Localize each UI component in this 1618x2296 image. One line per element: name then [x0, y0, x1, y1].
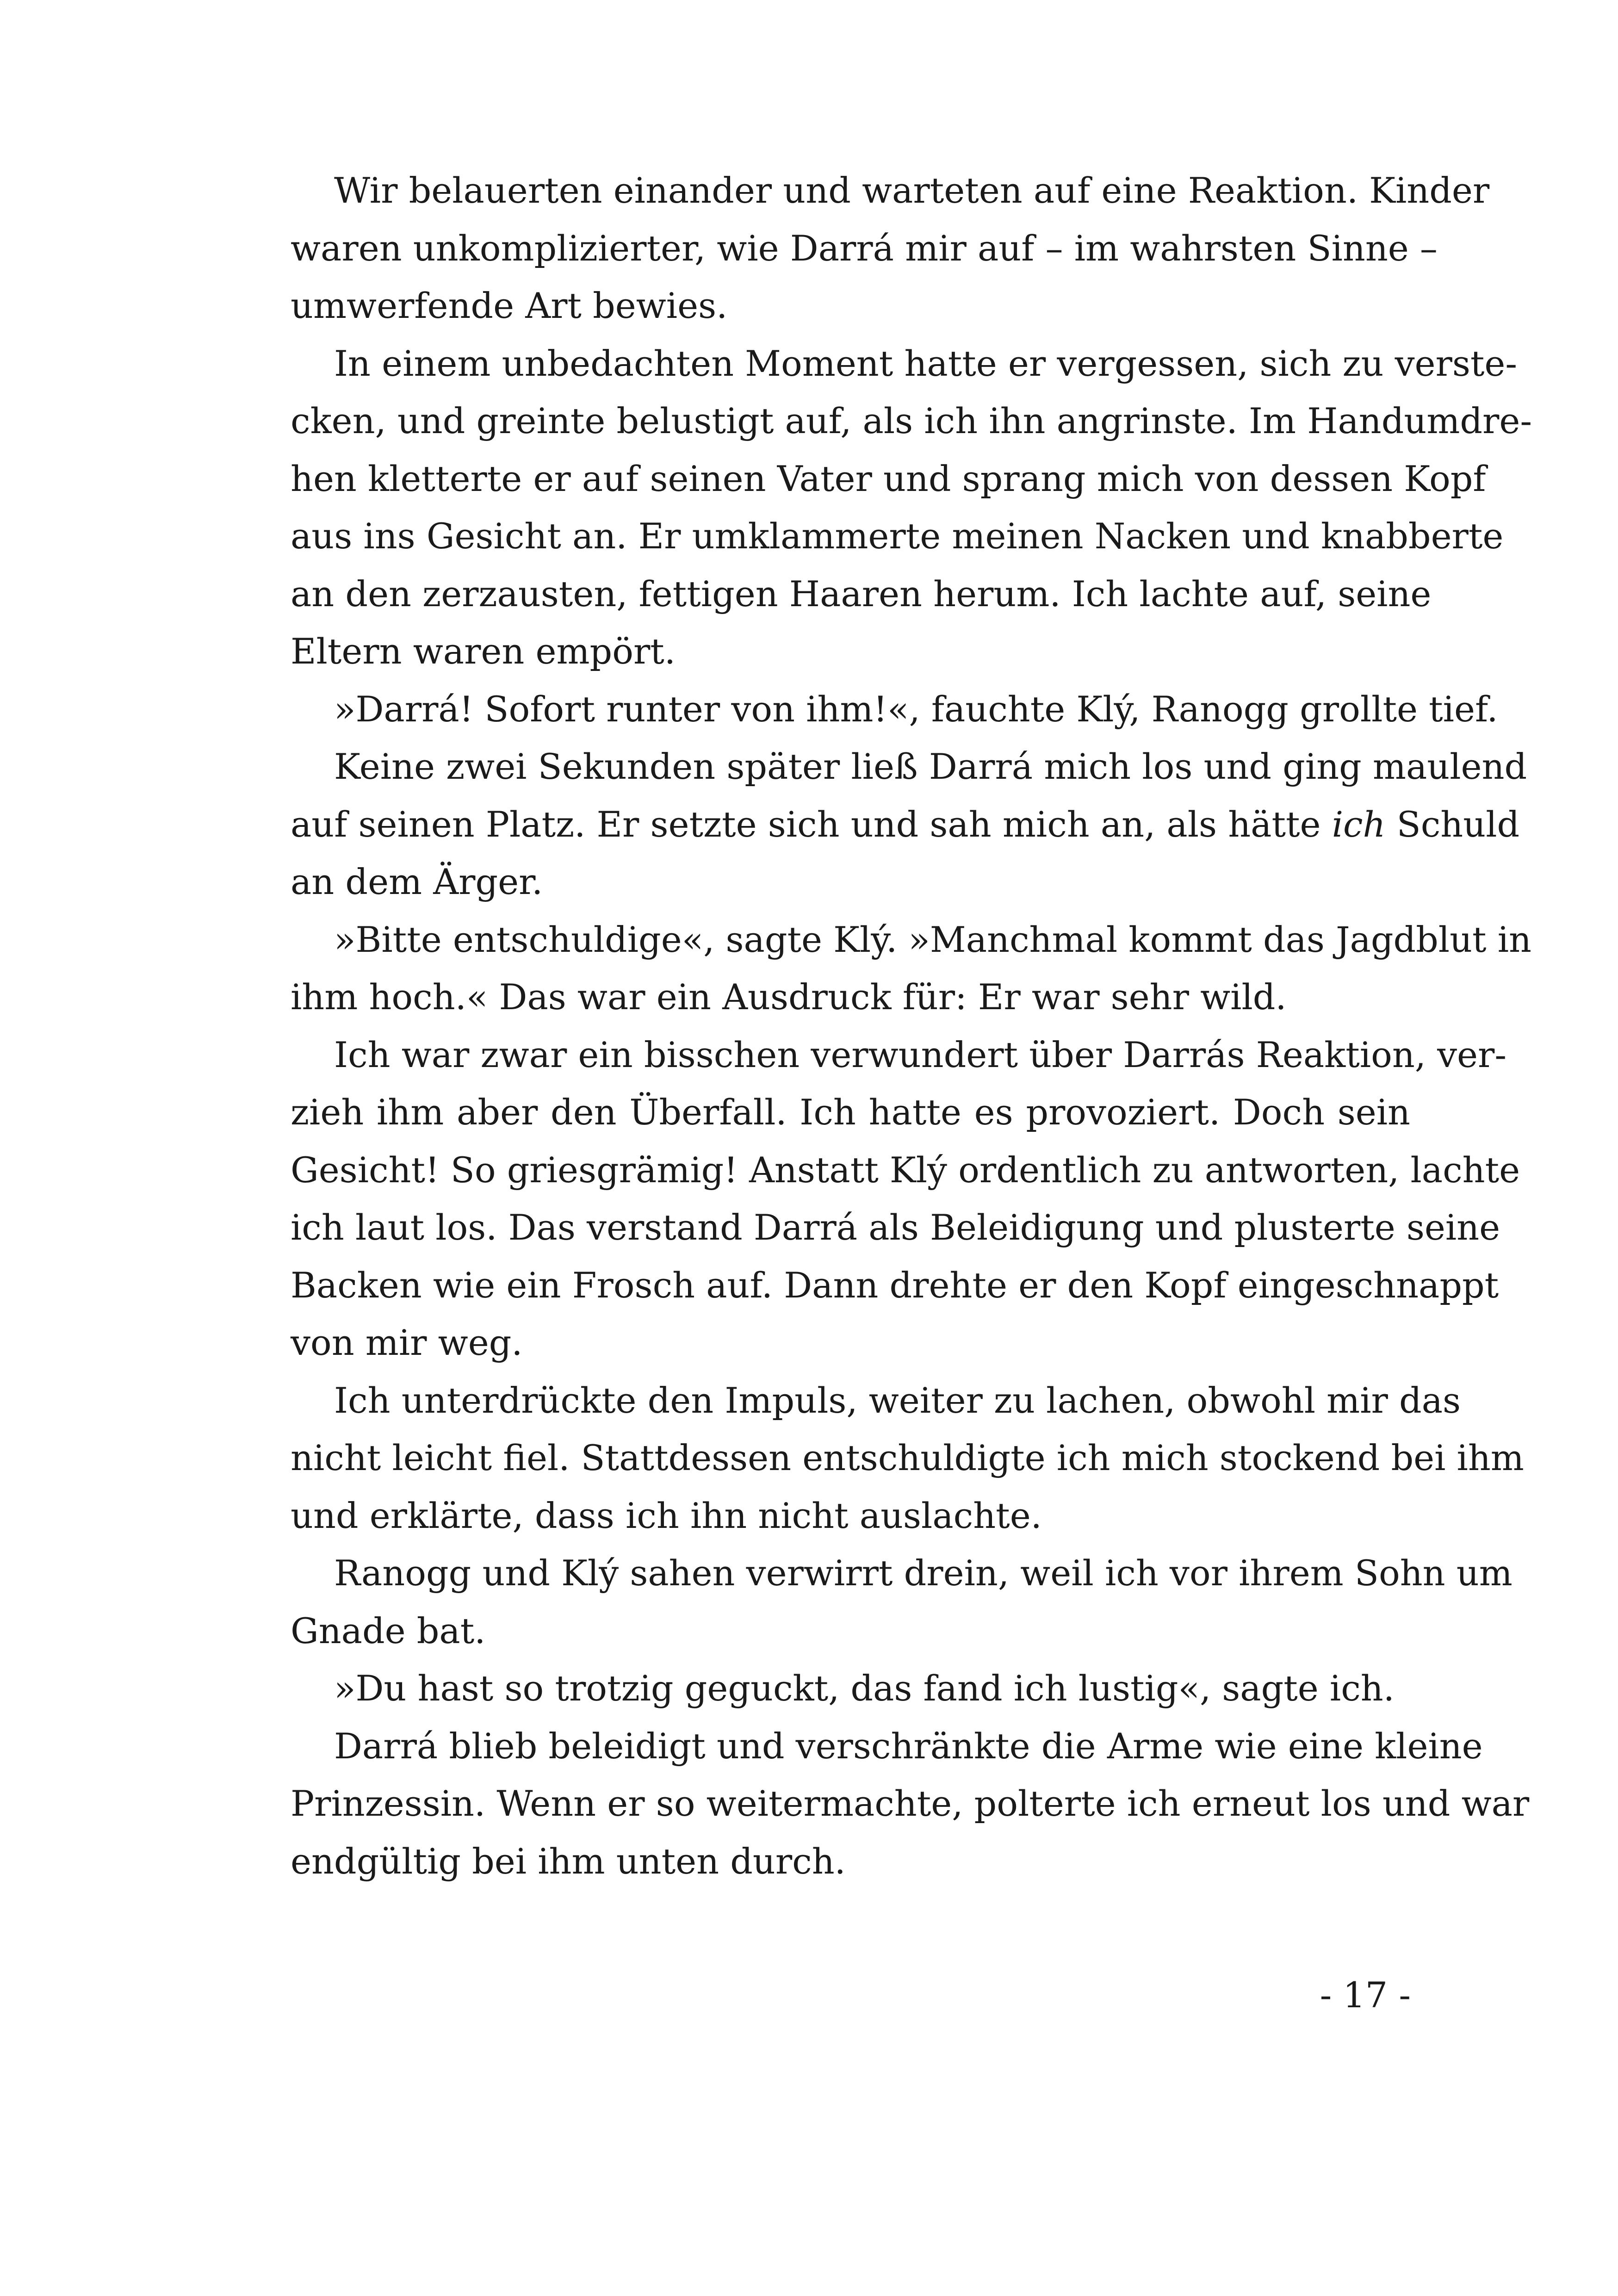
paragraph [291, 1372, 1524, 1545]
paragraph [291, 1718, 1530, 1891]
text-line: Darrá blieb beleidigt und verschränkte die Arme wie eine kleine [334, 1725, 1483, 1767]
text-line: »Darrá! Sofort runter von ihm!«, fauchte Klý, Ranogg grollte tief. [334, 688, 1498, 730]
text-segment: auf seinen Platz. Er setzte sich und sah mich an, als hätte [291, 803, 1332, 845]
text-line: endgültig bei ihm unten durch. [291, 1840, 846, 1882]
text-line: Ich war zwar ein bisschen verwundert über Darrás Reaktion, ver- [334, 1034, 1507, 1075]
text-line: In einem unbedachten Moment hatte er vergessen, sich zu verste- [334, 342, 1518, 384]
text-line: umwerfende Art bewies. [291, 285, 728, 326]
text-line: Gesicht! So griesgrämig! Anstatt Klý ordentlich zu antworten, lachte [291, 1149, 1520, 1191]
text-line: Keine zwei Sekunden später ließ Darrá mich los und ging maulend [334, 746, 1527, 787]
text-line: waren unkomplizierter, wie Darrá mir auf – im wahrsten Sinne – [291, 227, 1438, 269]
page-number: - 17 - [1320, 1974, 1411, 2016]
text-line: an dem Ärger. [291, 861, 543, 902]
text-line: ich laut los. Das verstand Darrá als Beleidigung und plusterte seine [291, 1207, 1500, 1248]
text-line: Wir belauerten einander und warteten auf eine Reaktion. Kinder [334, 170, 1490, 211]
text-line: cken, und greinte belustigt auf, als ich ihn angrinste. Im Handumdre- [291, 400, 1532, 441]
text-line: nicht leicht fiel. Stattdessen entschuldigte ich mich stockend bei ihm [291, 1437, 1524, 1478]
text-line: »Du hast so trotzig geguckt, das fand ich lustig«, sagte ich. [334, 1668, 1395, 1709]
text-line: Eltern waren empört. [291, 631, 676, 672]
text-line: Ich unterdrückte den Impuls, weiter zu lachen, obwohl mir das [334, 1379, 1461, 1421]
text-line: ihm hoch.« Das war ein Ausdruck für: Er war sehr wild. [291, 976, 1287, 1018]
paragraph [291, 911, 1532, 1026]
text-line-with-italic [291, 796, 1520, 854]
paragraph [291, 738, 1527, 911]
text-segment: Schuld [1385, 803, 1520, 845]
body-text [291, 162, 1532, 1890]
paragraph [291, 162, 1490, 335]
paragraph [291, 1660, 1410, 1718]
text-line: »Bitte entschuldige«, sagte Klý. »Manchmal kommt das Jagdblut in [334, 918, 1532, 960]
text-line: aus ins Gesicht an. Er umklammerte meinen Nacken und knabberte [291, 515, 1504, 557]
paragraph [291, 1026, 1520, 1372]
text-line: hen kletterte er auf seinen Vater und sprang mich von dessen Kopf [291, 458, 1486, 499]
paragraph [291, 1545, 1513, 1660]
text-line: Gnade bat. [291, 1610, 486, 1651]
text-line: an den zerzausten, fettigen Haaren herum. Ich lachte auf, seine [291, 573, 1432, 614]
text-line: von mir weg. [291, 1322, 523, 1363]
paragraph [291, 335, 1532, 681]
text-line: Backen wie ein Frosch auf. Dann drehte er den Kopf eingeschnappt [291, 1264, 1499, 1306]
text-line: zieh ihm aber den Überfall. Ich hatte es provoziert. Doch sein [291, 1092, 1410, 1133]
paragraph [291, 681, 1498, 738]
text-line: Ranogg und Klý sahen verwirrt drein, weil ich vor ihrem Sohn um [334, 1552, 1513, 1594]
text-line: und erklärte, dass ich ihn nicht auslachte. [291, 1495, 1042, 1536]
text-line: Prinzessin. Wenn er so weitermachte, polterte ich erneut los und war [291, 1783, 1530, 1824]
italic-word: ich [1332, 803, 1386, 845]
